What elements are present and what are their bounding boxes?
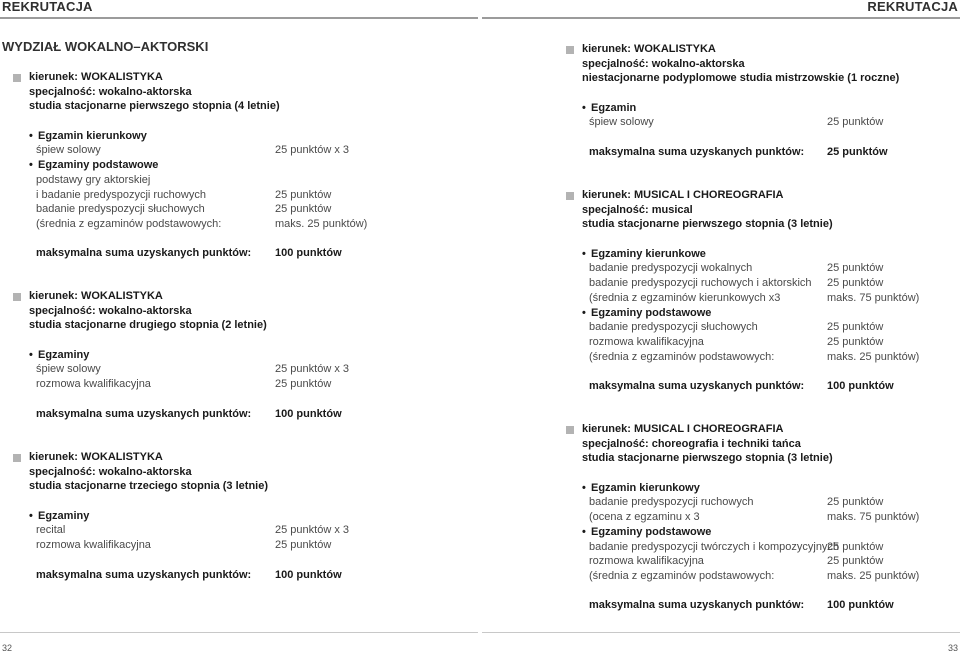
- row-label: (średnia z egzaminów podstawowych:: [36, 217, 222, 230]
- max-value: 100 punktów: [275, 247, 342, 260]
- exam-row: [29, 362, 409, 377]
- row-label: (średnia z egzaminów kierunkowych x3: [589, 291, 781, 304]
- max-value: 100 punktów: [275, 407, 342, 420]
- max-points-row: [582, 379, 960, 394]
- specjalnosc: specjalność: wokalno-aktorska: [29, 465, 192, 478]
- row-value: 25 punktów: [827, 496, 884, 509]
- max-label: maksymalna suma uzyskanych punktów:: [36, 568, 252, 581]
- row-value: 25 punktów: [827, 335, 884, 348]
- exam-row: [29, 202, 409, 217]
- page-number-left: 32: [2, 643, 13, 653]
- faculty-title: WYDZIAŁ WOKALNO–AKTORSKI: [2, 39, 209, 54]
- exam-row: [582, 261, 960, 276]
- row-value: 25 punktów: [275, 203, 332, 216]
- exam-row: [582, 350, 960, 365]
- row-value: maks. 25 punktów): [275, 217, 368, 230]
- row-label: badanie predyspozycji słuchowych: [589, 321, 758, 334]
- studia: studia stacjonarne pierwszego stopnia (4 letnie): [29, 100, 280, 113]
- specjalnosc: specjalność: wokalno-aktorska: [29, 304, 192, 317]
- exam-heading: • Egzaminy kierunkowe: [582, 247, 960, 262]
- header-left: REKRUTACJA: [2, 0, 93, 14]
- exam-row: [29, 538, 409, 553]
- right-block-3: [582, 422, 960, 613]
- exam-row: [582, 115, 960, 130]
- row-value: maks. 75 punktów): [827, 511, 920, 524]
- row-value: 25 punktów: [827, 116, 884, 129]
- row-value: maks. 75 punktów): [827, 291, 920, 304]
- row-label: badanie predyspozycji ruchowych i aktorskich: [589, 277, 812, 290]
- exam-heading: • Egzaminy: [29, 509, 409, 524]
- row-label: (średnia z egzaminów podstawowych:: [589, 350, 775, 363]
- row-label: badanie predyspozycji ruchowych: [589, 496, 754, 509]
- studia: studia stacjonarne pierwszego stopnia (3 letnie): [582, 218, 833, 231]
- row-value: 25 punktów: [275, 539, 332, 552]
- max-value: 100 punktów: [827, 379, 894, 392]
- row-label: rozmowa kwalifikacyjna: [589, 335, 704, 348]
- section-marker: [566, 426, 574, 434]
- exam-row: [582, 554, 960, 569]
- max-points-row: [582, 598, 960, 613]
- right-block-1: [582, 42, 960, 160]
- row-label: śpiew solowy: [36, 363, 101, 376]
- row-value: 25 punktów: [827, 555, 884, 568]
- exam-heading: • Egzamin kierunkowy: [582, 481, 960, 496]
- studia: studia stacjonarne trzeciego stopnia (3 letnie): [29, 480, 268, 493]
- studia: niestacjonarne podyplomowe studia mistrzowskie (1 roczne): [582, 72, 900, 85]
- left-block-1: [29, 70, 409, 261]
- max-value: 25 punktów: [827, 145, 888, 158]
- row-label: (średnia z egzaminów podstawowych:: [589, 569, 775, 582]
- exam-row: [582, 510, 960, 525]
- max-value: 100 punktów: [275, 568, 342, 581]
- exam-heading: • Egzamin: [582, 101, 960, 116]
- row-label: rozmowa kwalifikacyjna: [36, 378, 151, 391]
- max-points-row: [29, 568, 409, 583]
- specjalnosc: specjalność: musical: [582, 203, 693, 216]
- exam-row: [29, 143, 409, 158]
- exam-row: [29, 523, 409, 538]
- exam-row: [582, 335, 960, 350]
- row-label: śpiew solowy: [589, 116, 654, 129]
- row-label: (ocena z egzaminu x 3: [589, 511, 700, 524]
- row-label: badanie predyspozycji słuchowych: [36, 203, 205, 216]
- row-value: 25 punktów: [827, 277, 884, 290]
- row-label: i badanie predyspozycji ruchowych: [36, 188, 206, 201]
- row-value: 25 punktów x 3: [275, 524, 349, 537]
- max-label: maksymalna suma uzyskanych punktów:: [589, 599, 805, 612]
- section-marker: [566, 46, 574, 54]
- row-label: podstawy gry aktorskiej: [36, 173, 151, 186]
- exam-heading: • Egzaminy podstawowe: [582, 306, 960, 321]
- max-label: maksymalna suma uzyskanych punktów:: [36, 247, 252, 260]
- row-label: rozmowa kwalifikacyjna: [36, 539, 151, 552]
- row-value: 25 punktów x 3: [275, 144, 349, 157]
- exam-heading: • Egzaminy podstawowe: [582, 525, 960, 540]
- row-value: 25 punktów: [275, 378, 332, 391]
- specjalnosc: specjalność: wokalno-aktorska: [582, 57, 745, 70]
- section-marker: [13, 74, 21, 82]
- left-block-2: [29, 289, 409, 421]
- max-value: 100 punktów: [827, 599, 894, 612]
- kierunek: kierunek: WOKALISTYKA: [29, 451, 163, 463]
- row-value: 25 punktów x 3: [275, 363, 349, 376]
- header-rule-left: [0, 17, 478, 19]
- kierunek: kierunek: MUSICAL I CHOREOGRAFIA: [582, 189, 784, 201]
- exam-heading: • Egzaminy: [29, 348, 409, 363]
- section-marker: [13, 293, 21, 301]
- exam-row: [29, 217, 409, 232]
- exam-heading: • Egzamin kierunkowy: [29, 129, 409, 144]
- kierunek: kierunek: WOKALISTYKA: [29, 71, 163, 83]
- right-block-2: [582, 188, 960, 394]
- row-label: recital: [36, 524, 66, 537]
- row-value: 25 punktów: [827, 262, 884, 275]
- row-value: maks. 25 punktów): [827, 350, 920, 363]
- max-label: maksymalna suma uzyskanych punktów:: [589, 379, 805, 392]
- header-right: REKRUTACJA: [867, 0, 958, 14]
- exam-row: [29, 173, 409, 188]
- row-label: badanie predyspozycji twórczych i kompozycyjnych: [589, 540, 840, 553]
- row-value: 25 punktów: [827, 321, 884, 334]
- exam-row: [582, 291, 960, 306]
- exam-row: [582, 495, 960, 510]
- header-rule-right: [482, 17, 960, 19]
- exam-row: [582, 569, 960, 584]
- section-marker: [566, 192, 574, 200]
- page-number-right: 33: [947, 643, 958, 653]
- exam-row: [29, 188, 409, 203]
- specjalnosc: specjalność: choreografia i techniki tańca: [582, 437, 801, 450]
- footer-rule-right: [482, 632, 960, 633]
- exam-row: [582, 540, 960, 555]
- max-label: maksymalna suma uzyskanych punktów:: [36, 407, 252, 420]
- section-marker: [13, 454, 21, 462]
- row-value: maks. 25 punktów): [827, 569, 920, 582]
- row-label: rozmowa kwalifikacyjna: [589, 555, 704, 568]
- kierunek: kierunek: WOKALISTYKA: [29, 290, 163, 302]
- row-value: 25 punktów: [827, 540, 884, 553]
- kierunek: kierunek: MUSICAL I CHOREOGRAFIA: [582, 423, 784, 435]
- exam-row: [29, 377, 409, 392]
- studia: studia stacjonarne pierwszego stopnia (3 letnie): [582, 452, 833, 465]
- studia: studia stacjonarne drugiego stopnia (2 letnie): [29, 319, 267, 332]
- max-label: maksymalna suma uzyskanych punktów:: [589, 145, 805, 158]
- exam-row: [582, 320, 960, 335]
- row-label: śpiew solowy: [36, 144, 101, 157]
- specjalnosc: specjalność: wokalno-aktorska: [29, 85, 192, 98]
- max-points-row: [29, 246, 409, 261]
- exam-row: [582, 276, 960, 291]
- max-points-row: [582, 145, 960, 160]
- max-points-row: [29, 407, 409, 422]
- row-label: badanie predyspozycji wokalnych: [589, 262, 753, 275]
- kierunek: kierunek: WOKALISTYKA: [582, 43, 716, 55]
- exam-heading: • Egzaminy podstawowe: [29, 158, 409, 173]
- footer-rule-left: [0, 632, 478, 633]
- row-value: 25 punktów: [275, 188, 332, 201]
- left-block-3: [29, 450, 409, 582]
